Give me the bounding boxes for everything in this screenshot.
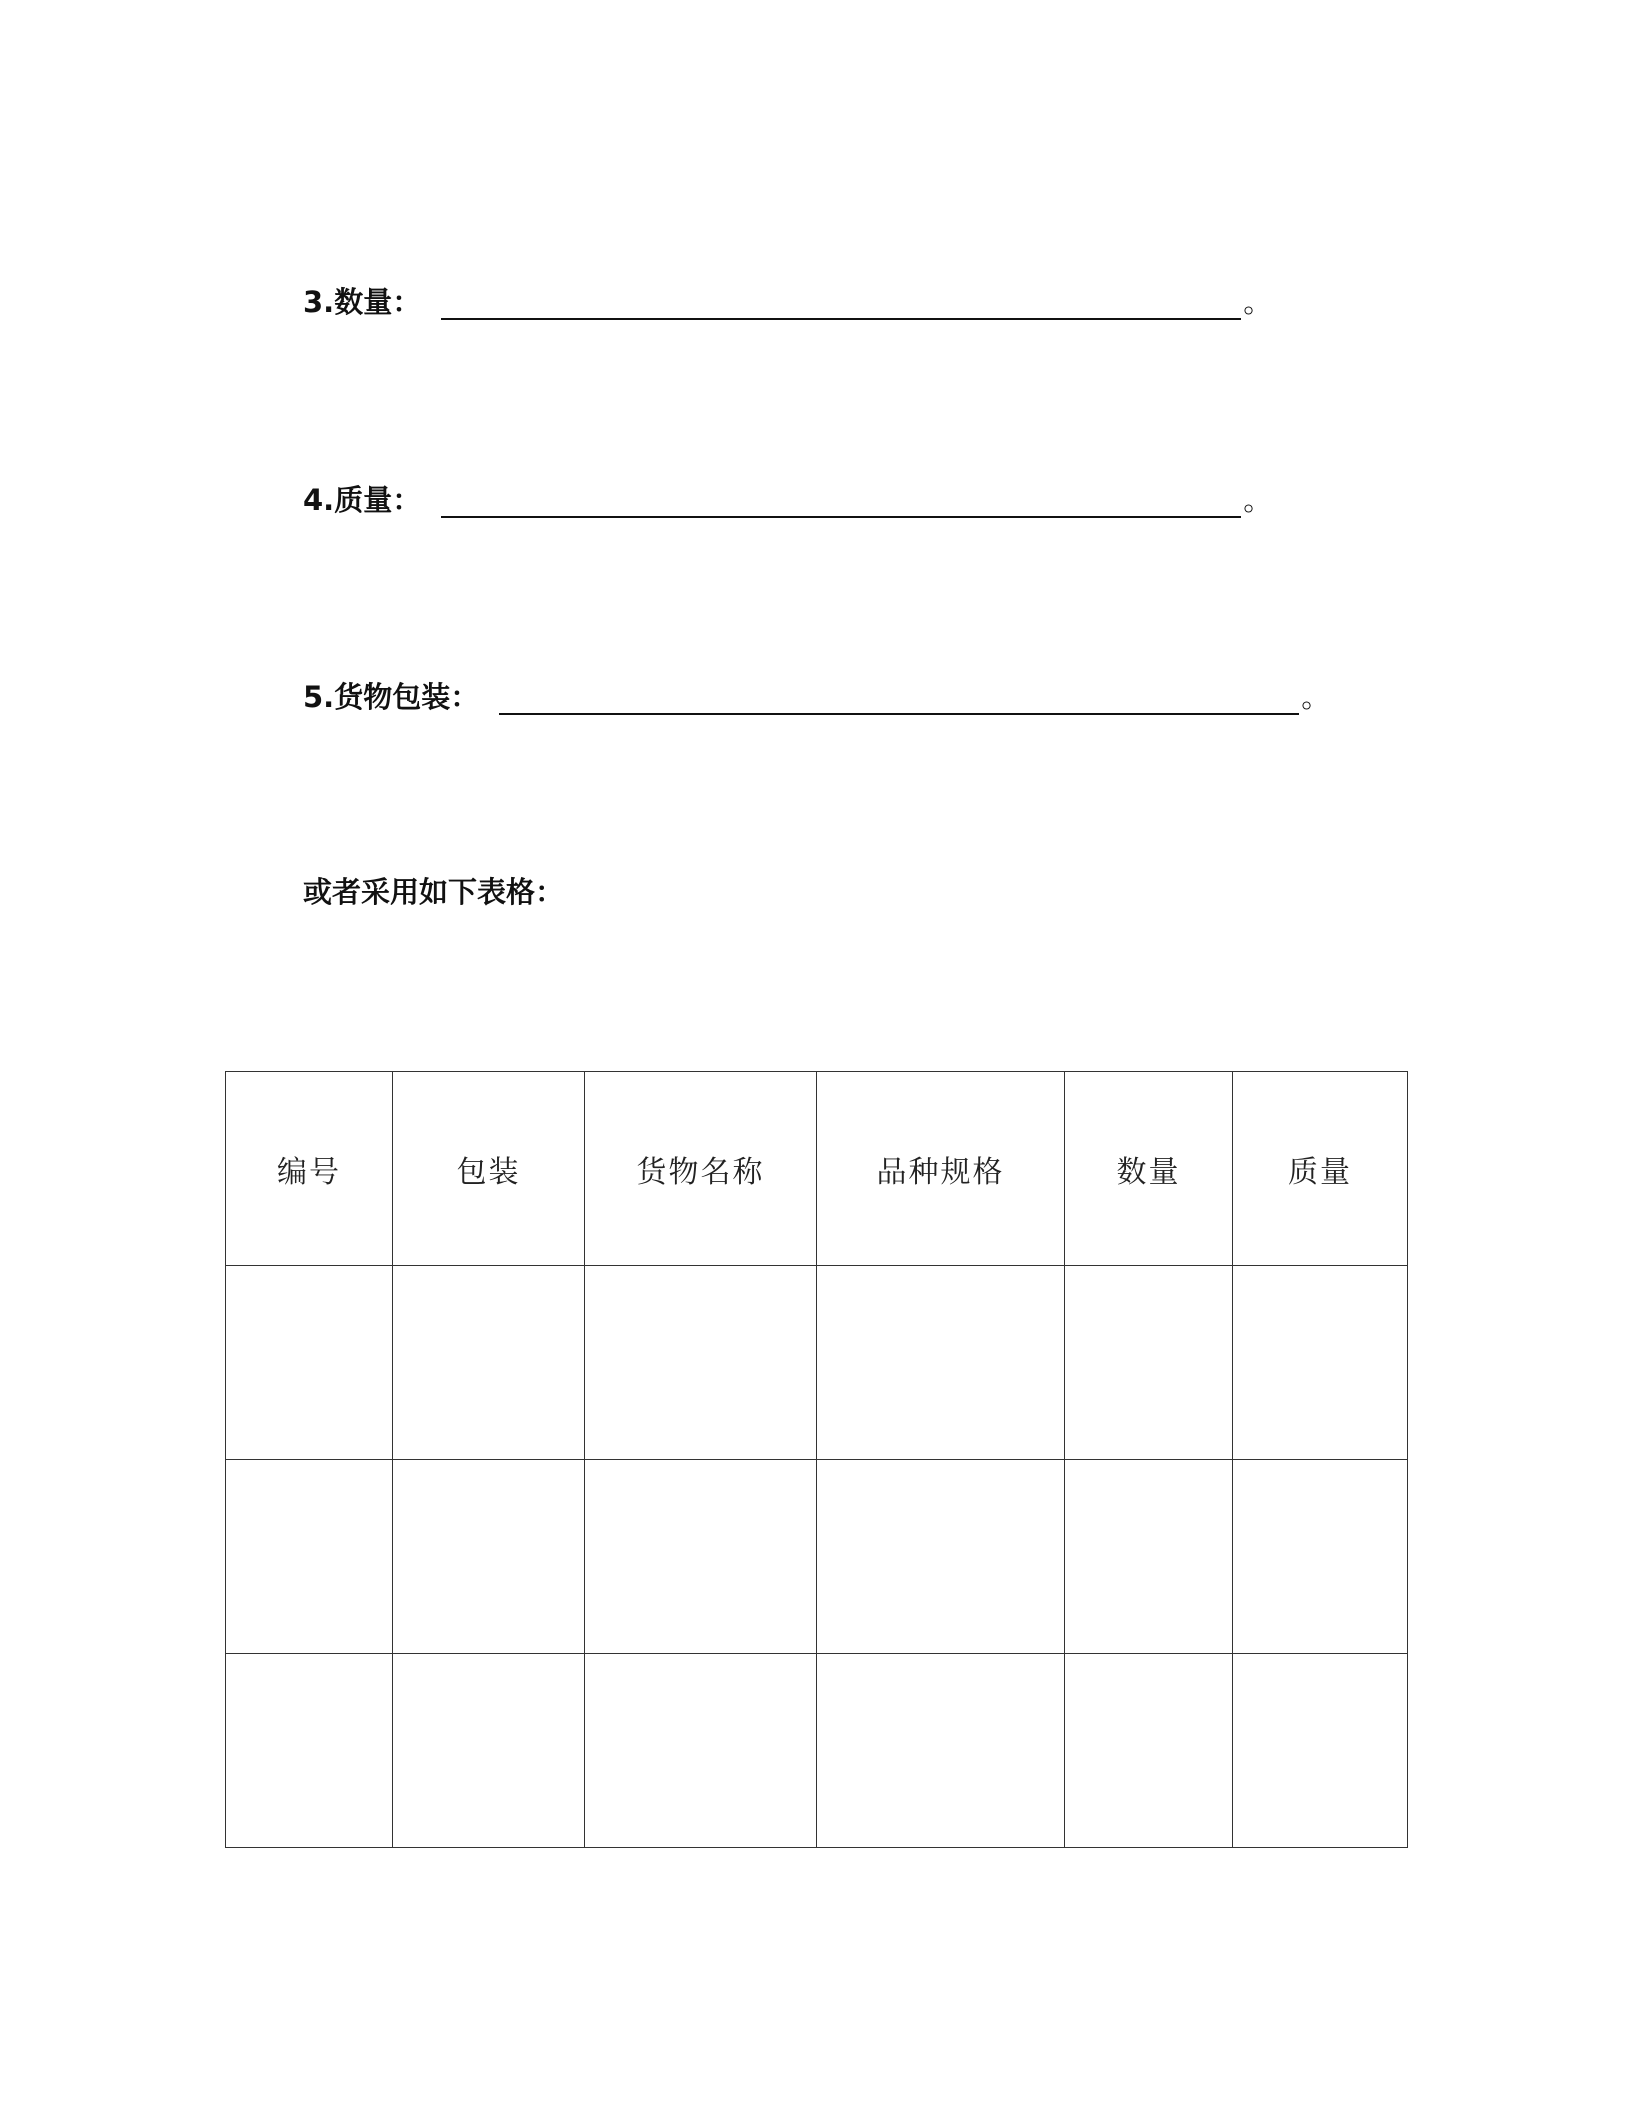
quality-field xyxy=(303,478,1272,522)
table-row xyxy=(226,1654,1408,1848)
packaging-period: 。 xyxy=(1301,680,1331,714)
quality-blank-line[interactable] xyxy=(441,480,1241,518)
table-cell[interactable] xyxy=(1065,1266,1233,1460)
table-cell[interactable] xyxy=(393,1460,585,1654)
table-cell[interactable] xyxy=(1233,1460,1408,1654)
quantity-field xyxy=(303,280,1272,324)
table-intro-text: 或者采用如下表格： xyxy=(303,875,565,909)
table-cell[interactable] xyxy=(393,1266,585,1460)
table-cell[interactable] xyxy=(1233,1654,1408,1848)
table-row xyxy=(226,1266,1408,1460)
quality-period: 。 xyxy=(1243,483,1273,517)
table-cell[interactable] xyxy=(1233,1266,1408,1460)
packaging-field xyxy=(303,675,1330,719)
goods-table xyxy=(225,1071,1408,1848)
table-cell[interactable] xyxy=(226,1266,393,1460)
table-cell[interactable] xyxy=(817,1654,1065,1848)
column-header-spec: 品种规格 xyxy=(817,1072,1065,1266)
table-header-row xyxy=(226,1072,1408,1266)
quantity-blank-line[interactable] xyxy=(441,282,1241,320)
column-header-goods-name: 货物名称 xyxy=(585,1072,817,1266)
table-cell[interactable] xyxy=(226,1654,393,1848)
column-header-quality: 质量 xyxy=(1233,1072,1408,1266)
table-cell[interactable] xyxy=(226,1460,393,1654)
table-cell[interactable] xyxy=(1065,1460,1233,1654)
table-cell[interactable] xyxy=(817,1460,1065,1654)
table-cell[interactable] xyxy=(393,1654,585,1848)
quality-label: 4.质量： xyxy=(303,483,422,517)
quantity-period: 。 xyxy=(1243,285,1273,319)
table-row xyxy=(226,1460,1408,1654)
column-header-packaging: 包装 xyxy=(393,1072,585,1266)
quantity-label: 3.数量： xyxy=(303,285,422,319)
table-cell[interactable] xyxy=(817,1266,1065,1460)
packaging-blank-line[interactable] xyxy=(499,677,1299,715)
column-header-quantity: 数量 xyxy=(1065,1072,1233,1266)
table-cell[interactable] xyxy=(585,1654,817,1848)
packaging-label: 5.货物包装： xyxy=(303,680,480,714)
column-header-id: 编号 xyxy=(226,1072,393,1266)
table-cell[interactable] xyxy=(585,1266,817,1460)
table-cell[interactable] xyxy=(1065,1654,1233,1848)
table-cell[interactable] xyxy=(585,1460,817,1654)
